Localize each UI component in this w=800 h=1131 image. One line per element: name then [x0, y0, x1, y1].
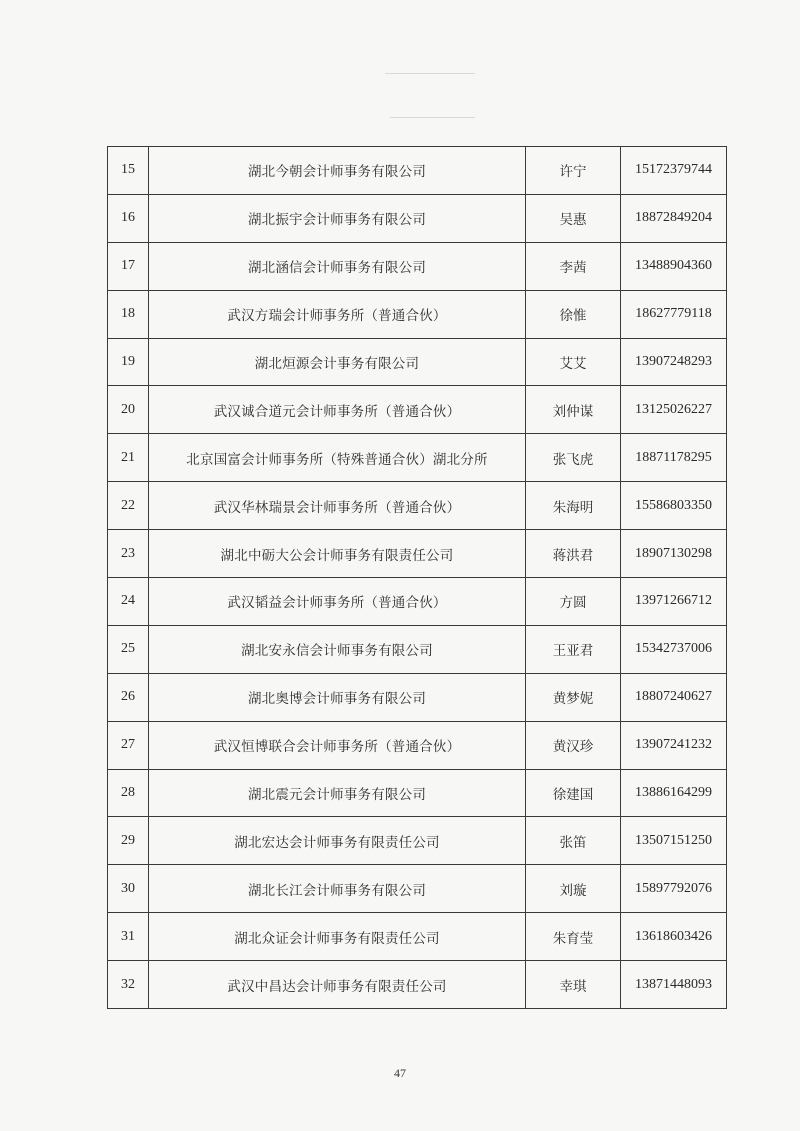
firm-name-cell: 湖北宏达会计师事务有限责任公司	[149, 817, 526, 865]
phone-number-cell: 18627779118	[621, 290, 727, 338]
row-number-cell: 20	[108, 386, 149, 434]
page-number: 47	[394, 1066, 406, 1080]
phone-number-cell: 13618603426	[621, 913, 727, 961]
table-row	[108, 386, 727, 434]
row-number-cell: 28	[108, 769, 149, 817]
firm-name-cell: 湖北中砺大公会计师事务有限责任公司	[149, 530, 526, 578]
firm-name-cell: 湖北安永信会计师事务有限公司	[149, 625, 526, 673]
firm-name-cell: 湖北长江会计师事务有限公司	[149, 865, 526, 913]
contact-person-cell: 徐惟	[526, 290, 621, 338]
contact-person-cell: 刘璇	[526, 865, 621, 913]
row-number-cell: 21	[108, 434, 149, 482]
table-body	[108, 147, 727, 1009]
table-row	[108, 194, 727, 242]
phone-number-cell: 13488904360	[621, 242, 727, 290]
row-number-cell: 17	[108, 242, 149, 290]
row-number-cell: 31	[108, 913, 149, 961]
scan-artifact-line	[385, 73, 475, 74]
phone-number-cell: 18871178295	[621, 434, 727, 482]
table-row	[108, 290, 727, 338]
table-row	[108, 865, 727, 913]
table-row	[108, 242, 727, 290]
table-row	[108, 721, 727, 769]
firm-name-cell: 武汉方瑞会计师事务所（普通合伙）	[149, 290, 526, 338]
table-row	[108, 625, 727, 673]
firm-name-cell: 湖北今朝会计师事务有限公司	[149, 147, 526, 195]
accounting-firm-contact-table	[107, 146, 727, 1009]
phone-number-cell: 13907241232	[621, 721, 727, 769]
table-row	[108, 338, 727, 386]
contact-person-cell: 王亚君	[526, 625, 621, 673]
contact-person-cell: 黄汉珍	[526, 721, 621, 769]
row-number-cell: 32	[108, 961, 149, 1009]
firm-name-cell: 湖北烜源会计事务有限公司	[149, 338, 526, 386]
table-row	[108, 578, 727, 626]
phone-number-cell: 13907248293	[621, 338, 727, 386]
phone-number-cell: 18872849204	[621, 194, 727, 242]
table-row	[108, 673, 727, 721]
contact-person-cell: 刘仲谋	[526, 386, 621, 434]
row-number-cell: 23	[108, 530, 149, 578]
contact-person-cell: 张笛	[526, 817, 621, 865]
phone-number-cell: 13507151250	[621, 817, 727, 865]
phone-number-cell: 15586803350	[621, 482, 727, 530]
firm-name-cell: 武汉华林瑞景会计师事务所（普通合伙）	[149, 482, 526, 530]
table-row	[108, 482, 727, 530]
phone-number-cell: 15172379744	[621, 147, 727, 195]
firm-name-cell: 湖北震元会计师事务有限公司	[149, 769, 526, 817]
contact-person-cell: 徐建国	[526, 769, 621, 817]
phone-number-cell: 15897792076	[621, 865, 727, 913]
firm-name-cell: 武汉中昌达会计师事务有限责任公司	[149, 961, 526, 1009]
contact-person-cell: 方圆	[526, 578, 621, 626]
row-number-cell: 25	[108, 625, 149, 673]
firm-name-cell: 湖北奥博会计师事务有限公司	[149, 673, 526, 721]
row-number-cell: 15	[108, 147, 149, 195]
table-row	[108, 769, 727, 817]
table-row	[108, 434, 727, 482]
firm-name-cell: 武汉诚合道元会计师事务所（普通合伙）	[149, 386, 526, 434]
table-row	[108, 913, 727, 961]
table-row	[108, 147, 727, 195]
phone-number-cell: 13971266712	[621, 578, 727, 626]
row-number-cell: 27	[108, 721, 149, 769]
contact-table-container	[107, 146, 726, 1009]
contact-person-cell: 蒋洪君	[526, 530, 621, 578]
row-number-cell: 29	[108, 817, 149, 865]
row-number-cell: 19	[108, 338, 149, 386]
firm-name-cell: 湖北涵信会计师事务有限公司	[149, 242, 526, 290]
firm-name-cell: 北京国富会计师事务所（特殊普通合伙）湖北分所	[149, 434, 526, 482]
contact-person-cell: 幸琪	[526, 961, 621, 1009]
contact-person-cell: 许宁	[526, 147, 621, 195]
row-number-cell: 18	[108, 290, 149, 338]
contact-person-cell: 张飞虎	[526, 434, 621, 482]
contact-person-cell: 李茜	[526, 242, 621, 290]
phone-number-cell: 15342737006	[621, 625, 727, 673]
phone-number-cell: 18907130298	[621, 530, 727, 578]
row-number-cell: 16	[108, 194, 149, 242]
row-number-cell: 26	[108, 673, 149, 721]
contact-person-cell: 吴惠	[526, 194, 621, 242]
table-row	[108, 530, 727, 578]
contact-person-cell: 黄梦妮	[526, 673, 621, 721]
firm-name-cell: 湖北振宇会计师事务有限公司	[149, 194, 526, 242]
row-number-cell: 30	[108, 865, 149, 913]
contact-person-cell: 朱海明	[526, 482, 621, 530]
scan-artifact-line	[390, 117, 475, 118]
contact-person-cell: 朱育莹	[526, 913, 621, 961]
phone-number-cell: 18807240627	[621, 673, 727, 721]
table-row	[108, 817, 727, 865]
row-number-cell: 24	[108, 578, 149, 626]
firm-name-cell: 武汉韬益会计师事务所（普通合伙）	[149, 578, 526, 626]
phone-number-cell: 13886164299	[621, 769, 727, 817]
firm-name-cell: 武汉恒博联合会计师事务所（普通合伙）	[149, 721, 526, 769]
contact-person-cell: 艾艾	[526, 338, 621, 386]
table-row	[108, 961, 727, 1009]
row-number-cell: 22	[108, 482, 149, 530]
phone-number-cell: 13125026227	[621, 386, 727, 434]
phone-number-cell: 13871448093	[621, 961, 727, 1009]
firm-name-cell: 湖北众证会计师事务有限责任公司	[149, 913, 526, 961]
